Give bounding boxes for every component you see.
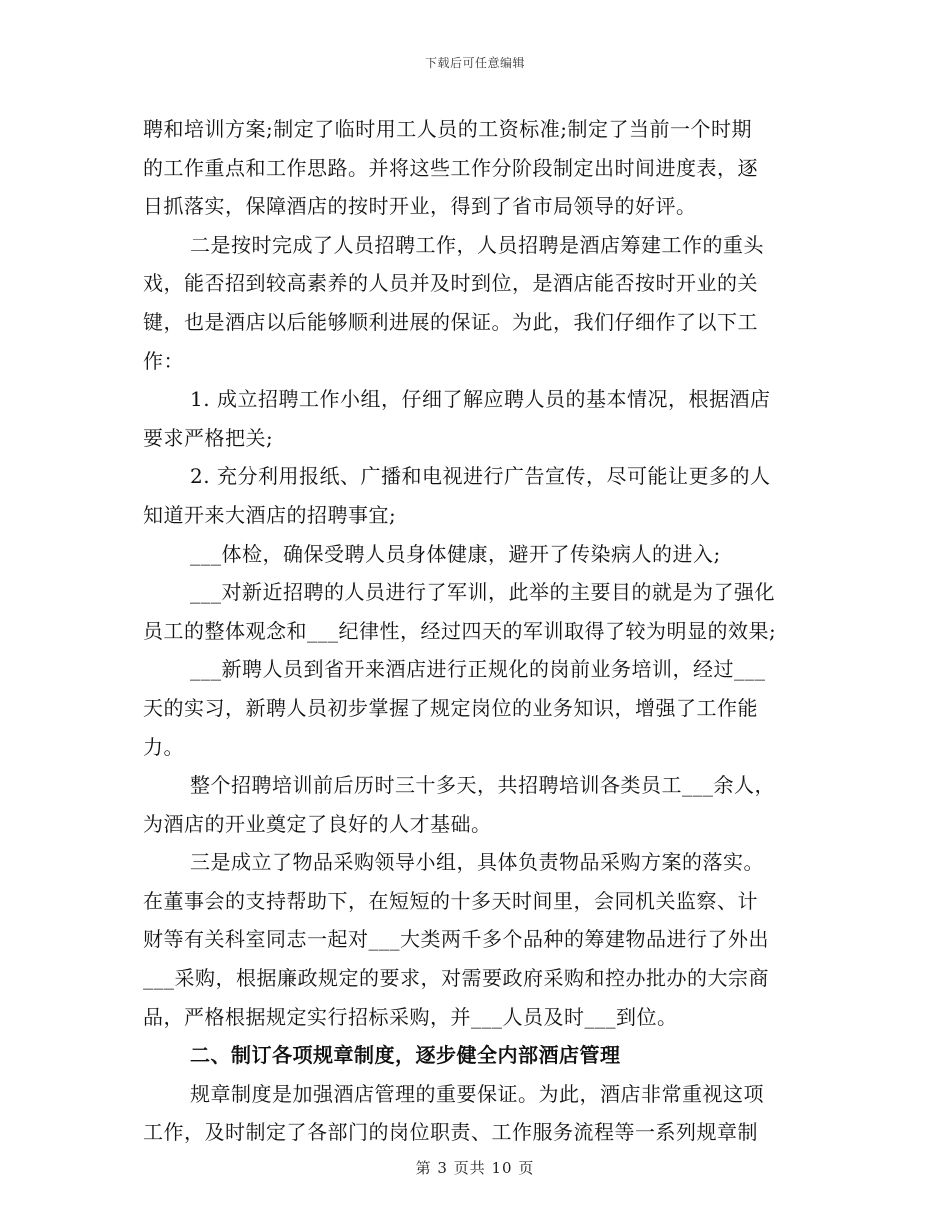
body-line: 员工的整体观念和___纪律性，经过四天的军训取得了较为明显的效果; (143, 618, 777, 643)
body-line: 知道开来大酒店的招聘事宜; (143, 502, 397, 527)
body-line: 键，也是酒店以后能够顺利进展的保证。为此，我们仔细作了以下工 (143, 309, 758, 334)
body-line: ___对新近招聘的人员进行了军训，此举的主要目的就是为了强化 (190, 580, 775, 605)
body-line: 聘和培训方案;制定了临时用工人员的工资标准;制定了当前一个时期 (143, 117, 752, 141)
body-line: 作： (143, 348, 184, 373)
body-line: ___新聘人员到省开来酒店进行正规化的岗前业务培训，经过___ (190, 657, 766, 682)
body-line: 戏，能否招到较高素养的人员并及时到位，是酒店能否按时开业的关 (143, 271, 758, 296)
body-line: 2. 充分利用报纸、广播和电视进行广告宣传，尽可能让更多的人 (190, 464, 771, 489)
body-line: 品，严格根据规定实行招标采购，并___人员及时___到位。 (143, 1004, 678, 1029)
body-line: 二是按时完成了人员招聘工作，人员招聘是酒店筹建工作的重头 (190, 232, 764, 257)
page-header: 下载后可任意编辑 (424, 56, 525, 70)
body-line: 要求严格把关; (143, 425, 274, 450)
body-line: 日抓落实，保障酒店的按时开业，得到了省市局领导的好评。 (143, 194, 697, 219)
section-heading: 二、制订各项规章制度，逐步健全内部酒店管理 (190, 1043, 621, 1068)
body-line: 财等有关科室同志一起对___大类两千多个品种的筹建物品进行了外出 (143, 927, 769, 952)
body-line: 的工作重点和工作思路。并将这些工作分阶段制定出时间进度表，逐 (143, 155, 758, 180)
body-line: 整个招聘培训前后历时三十多天，共招聘培训各类员工___余人， (190, 773, 775, 798)
page-number: 第 3 页共 10 页 (415, 1159, 535, 1177)
body-line: 力。 (143, 734, 184, 759)
body-line: ___体检，确保受聘人员身体健康，避开了传染病人的进入; (190, 541, 721, 566)
body-line: 三是成立了物品采购领导小组，具体负责物品采购方案的落实。 (190, 850, 764, 875)
body-line: 在董事会的支持帮助下，在短短的十多天时间里，会同机关监察、计 (143, 888, 758, 913)
body-line: 规章制度是加强酒店管理的重要保证。为此，酒店非常重视这项 (190, 1081, 764, 1106)
body-line: 1. 成立招聘工作小组，仔细了解应聘人员的基本情况，根据酒店 (190, 387, 771, 412)
document-body (143, 110, 809, 1152)
body-line: 工作，及时制定了各部门的岗位职责、工作服务流程等一系列规章制 (143, 1120, 758, 1145)
body-line: 天的实习，新聘人员初步掌握了规定岗位的业务知识，增强了工作能 (143, 695, 758, 720)
body-line: 为酒店的开业奠定了良好的人才基础。 (143, 811, 492, 836)
body-line: ___采购，根据廉政规定的要求，对需要政府采购和控办批办的大宗商 (143, 966, 769, 991)
